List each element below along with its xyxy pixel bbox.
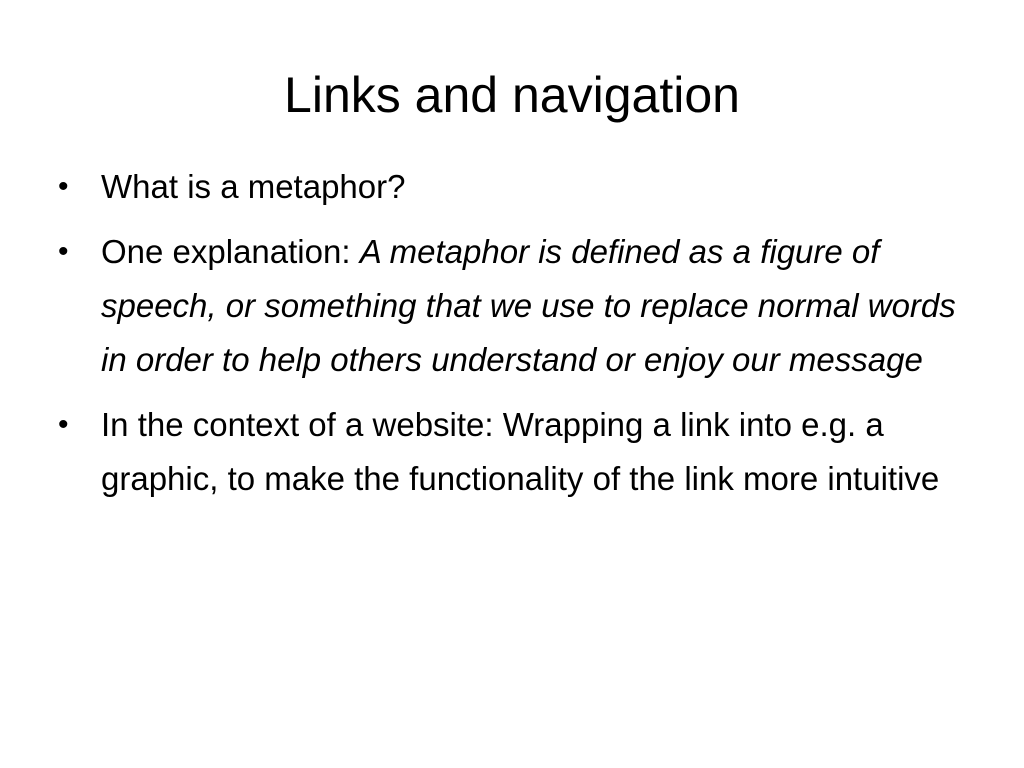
bullet-lead-text: One explanation:	[101, 233, 360, 270]
metaphor-definition-text: A metaphor is defined as a figure of speech, or something that we use to replace normal words in order to help others understand or enjoy our message	[101, 233, 956, 378]
bullet-icon: •	[58, 235, 69, 268]
slide-title: Links and navigation	[284, 67, 740, 123]
bullet-text: In the context of a website: Wrapping a link into e.g. a graphic, to make the functionality of the link more intuitive	[101, 406, 940, 497]
bullet-icon: •	[58, 408, 69, 441]
bullet-item-website-context	[58, 398, 958, 506]
bullet-list	[58, 160, 958, 517]
bullet-item-metaphor-question	[58, 160, 958, 214]
bullet-item-explanation	[58, 225, 958, 387]
bullet-icon: •	[58, 170, 69, 203]
bullet-text: What is a metaphor?	[101, 168, 406, 205]
